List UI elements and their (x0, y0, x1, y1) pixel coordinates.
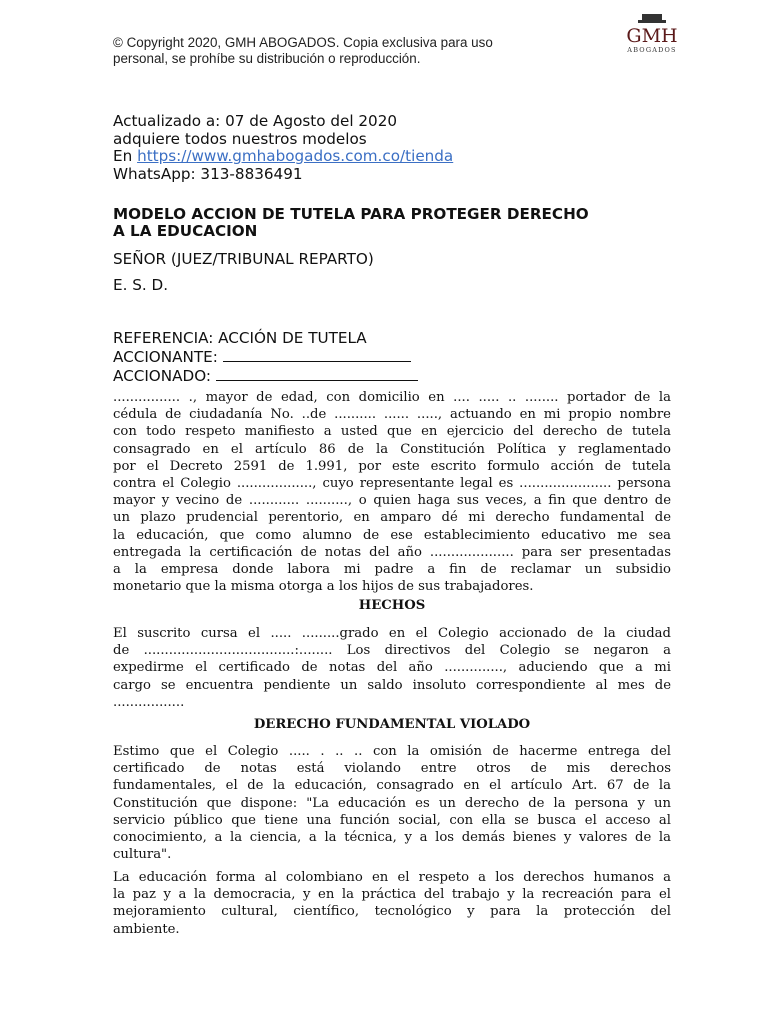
paragraph-line: El suscrito cursa el ..... .........grado en el Colegio accionado de la ciudad (113, 626, 671, 641)
paragraph-line: la paz y a la democracia, y en la práctica del trabajo y la recreación para el (113, 887, 671, 903)
updated-date: Actualizado a: 07 de Agosto del 2020 (113, 112, 398, 130)
paragraph-line: de ....................................:........ Los directivos del Colegio se negaron a (113, 643, 671, 659)
derecho-paragraph (113, 743, 671, 863)
document-title (113, 206, 673, 240)
paragraph-line: Constitución que dispone: "La educación es un derecho de la persona y un (113, 795, 671, 811)
accionante-blank (223, 348, 411, 362)
paragraph-line: certificado de notas está violando entre otros de mis derechos (113, 761, 671, 777)
esd-line: E. S. D. (113, 276, 169, 294)
paragraph-line: entregada la certificación de notas del año .................... para ser presentadas (113, 544, 671, 560)
accionado-label: ACCIONADO: (113, 366, 212, 385)
paragraph-line: ................. (113, 694, 185, 710)
heading-hechos: HECHOS (358, 598, 426, 613)
paragraph-line: un plazo prudencial perentorio, en amparo dé mi derecho fundamental de (113, 510, 671, 526)
paragraph-line: cargo se encuentra pendiente un saldo insoluto correspondiente al mes de (113, 677, 671, 693)
accionante-line (113, 348, 418, 367)
addressee: SEÑOR (JUEZ/TRIBUNAL REPARTO) (113, 250, 374, 268)
reference-block (113, 330, 418, 385)
store-link[interactable]: https://www.gmhabogados.com.co/tienda (137, 147, 454, 165)
paragraph-line: mejoramiento cultural, científico, tecnológico y para la protección del (113, 904, 671, 920)
paragraph-line: monetario que la misma otorga a los hijos de sus trabajadores. (113, 579, 534, 595)
paragraph-line: consagrado en el artículo 86 de la Constitución Política y reglamentado (113, 441, 671, 457)
educacion-paragraph (113, 869, 671, 938)
hechos-paragraph (113, 625, 671, 711)
heading-derecho-violado: DERECHO FUNDAMENTAL VIOLADO (253, 717, 531, 732)
logo-subtext: ABOGADOS (627, 46, 677, 54)
paragraph-line: mayor y vecino de ............ .........., o quien haga sus veces, a fin que dentro de (113, 493, 671, 509)
paragraph-line: expedirme el certificado de notas del año .............., aduciendo que a mi (113, 660, 671, 676)
reference-line: REFERENCIA: ACCIÓN DE TUTELA (113, 329, 367, 347)
paragraph-line: a la empresa donde labora mi padre a fin de reclamar un subsidio (113, 562, 671, 578)
paragraph-line: ambiente. (113, 921, 180, 937)
copyright-line-2: personal, se prohíbe su distribución o reproducción. (113, 50, 421, 66)
accionante-label: ACCIONANTE: (113, 347, 218, 366)
paragraph-line: con todo respeto manifiesto a usted que en ejercicio del derecho de tutela (113, 424, 671, 440)
store-line (113, 148, 453, 166)
paragraph-line: ................ ., mayor de edad, con domicilio en .... ..... .. ........ portador de la (113, 390, 671, 405)
copyright-notice (113, 35, 583, 66)
title-line-1: MODELO ACCION DE TUTELA PARA PROTEGER DERECHO (113, 205, 589, 223)
title-line-2: A LA EDUCACION (113, 222, 258, 240)
acquire-text: adquiere todos nuestros modelos (113, 129, 367, 148)
en-label: En (113, 147, 133, 165)
paragraph-line: servicio público que tiene una función social, con ella se busca el acceso al (113, 812, 671, 828)
gmh-logo (612, 12, 692, 57)
paragraph-line: cédula de ciudadanía No. ..de .......... ...... ....., actuando en mi propio nombre (113, 407, 671, 423)
whatsapp-line: WhatsApp: 313-8836491 (113, 164, 303, 183)
accionado-line (113, 367, 418, 386)
paragraph-line: por el Decreto 2591 de 1.991, por este escrito formulo acción de tutela (113, 458, 671, 474)
intro-paragraph (113, 389, 671, 595)
paragraph-line: fundamentales, el de la educación, consagrado en el artículo Art. 67 de la (113, 778, 671, 794)
copyright-line-1: © Copyright 2020, GMH ABOGADOS. Copia exclusiva para uso (113, 35, 493, 50)
paragraph-line: contra el Colegio .................., cuyo representante legal es ...................... persona (113, 476, 671, 492)
paragraph-line: conocimiento, a la ciencia, a la técnica, y a los demás bienes y valores de la (113, 830, 671, 846)
paragraph-line: La educación forma al colombiano en el respeto a los derechos humanos a (113, 870, 671, 885)
paragraph-line: cultura". (113, 847, 172, 863)
update-info (113, 113, 453, 183)
paragraph-line: la educación, que como alumno de ese establecimiento educativo me sea (113, 527, 671, 543)
accionado-blank (216, 367, 418, 381)
logo-text: GMH (626, 25, 678, 47)
paragraph-line: Estimo que el Colegio ..... . .. .. con la omisión de hacerme entrega del (113, 744, 671, 759)
